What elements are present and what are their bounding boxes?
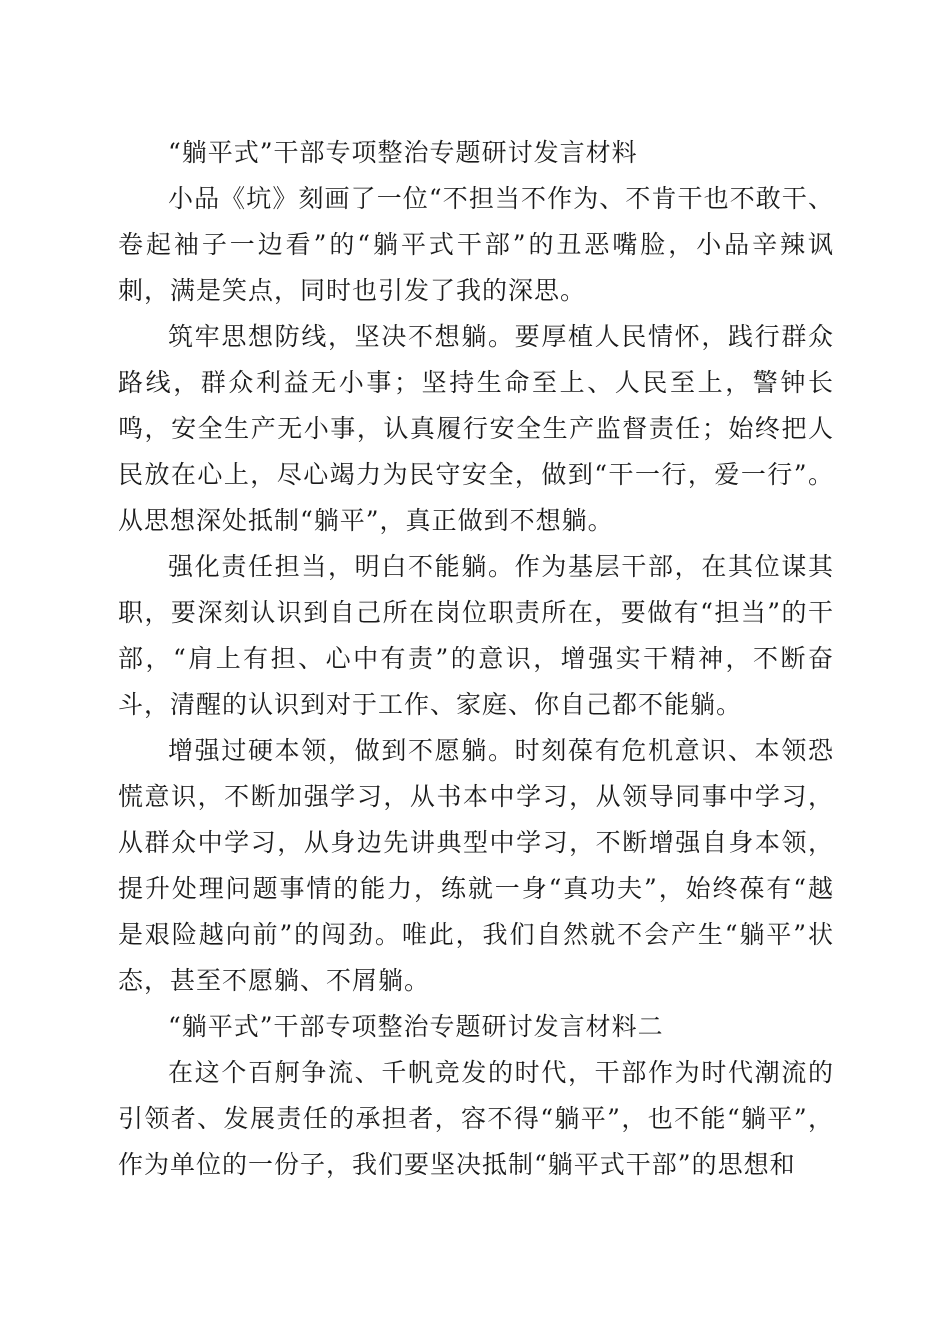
- section-title-2: “躺平式”干部专项整治专题研讨发言材料二: [168, 1012, 664, 1041]
- paragraph-section-2-intro: 在这个百舸争流、千帆竞发的时代，干部作为时代潮流的引领者、发展责任的承担者，容不得“躺平”，也不能“躺平”，作为单位的一份子，我们要坚决抵制“躺平式干部”的思想和: [118, 1058, 834, 1179]
- paragraph-cannot-lie: 强化责任担当，明白不能躺。作为基层干部，在其位谋其职，要深刻认识到自己所在岗位职责所在，要做有“担当”的干部，“肩上有担、心中有责”的意识，增强实干精神，不断奋斗，清醒的认识到对于工作、家庭、你自己都不能躺。: [118, 552, 834, 719]
- paragraph-not-want-to-lie: 筑牢思想防线，坚决不想躺。要厚植人民情怀，践行群众路线，群众利益无小事；坚持生命至上、人民至上，警钟长鸣，安全生产无小事，认真履行安全生产监督责任；始终把人民放在心上，尽心竭力为民守安全，做到“干一行，爱一行”。从思想深处抵制“躺平”，真正做到不想躺。: [118, 322, 834, 535]
- paragraph-unwilling-to-lie: 增强过硬本领，做到不愿躺。时刻葆有危机意识、本领恐慌意识，不断加强学习，从书本中学习，从领导同事中学习，从群众中学习，从身边先讲典型中学习，不断增强自身本领，提升处理问题事情的能力，练就一身“真功夫”，始终葆有“越是艰险越向前”的闯劲。唯此，我们自然就不会产生“躺平”状态，甚至不愿躺、不屑躺。: [118, 736, 834, 995]
- document-body: [118, 130, 834, 1188]
- section-title-1: “躺平式”干部专项整治专题研讨发言材料: [168, 138, 638, 167]
- paragraph-intro: 小品《坑》刻画了一位“不担当不作为、不肯干也不敢干、卷起袖子一边看”的“躺平式干部”的丑恶嘴脸，小品辛辣讽刺，满是笑点，同时也引发了我的深思。: [118, 184, 834, 305]
